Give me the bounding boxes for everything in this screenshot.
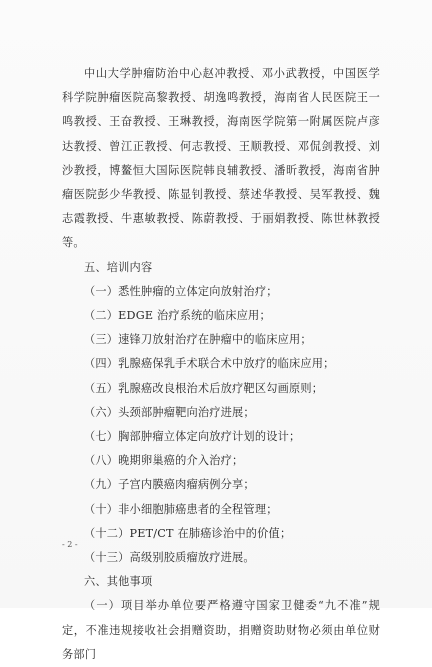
- experts-paragraph: 中山大学肿瘤防治中心赵冲教授、邓小武教授，中国医学科学院肿瘤医院高黎教授、胡逸鸣教授，海南省人民医院王一鸣教授、王奋教授、王琳教授，海南医学院第一附属医院卢彦达教授、曾江正教授、何志教授、王顺教授、邓侃剑教授、刘沙教授，博鳌恒大国际医院韩良辅教授、潘昕教授，海南省肿瘤医院彭少华教授、陈显钊教授、蔡述华教授、吴军教授、魏志霞教授、牛惠敏教授、陈蔚教授、于丽娟教授、陈世林教授等。: [62, 67, 380, 250]
- training-item: （九）子宫内膜癌肉瘤病例分享；: [84, 478, 255, 492]
- training-item: （十二）PET/CT 在肺癌诊治中的价值；: [84, 526, 292, 540]
- training-item: （六）头颈部肿瘤靶向治疗进展；: [84, 405, 255, 419]
- other-matters-paragraph: （一）项目举办单位要严格遵守国家卫健委“九不准”规定，不准违规接收社会捐赠资助，捐赠资助财物必须由单位财务部门: [62, 599, 380, 661]
- training-item: （七）胸部肿瘤立体定向放疗计划的设计；: [84, 430, 301, 444]
- training-item: （五）乳腺癌改良根治术后放疗靶区勾画原则；: [84, 381, 324, 395]
- document-body: [62, 62, 380, 667]
- training-item: （十三）高级别胶质瘤放疗进展。: [84, 551, 255, 565]
- training-item: （十）非小细胞肺癌患者的全程管理；: [84, 502, 278, 516]
- training-item: （三）速锋刀放射治疗在肿瘤中的临床应用；: [84, 333, 312, 347]
- section-heading-training: 五、培训内容: [84, 260, 153, 274]
- training-list: [62, 280, 380, 570]
- section-heading-other: 六、其他事项: [84, 575, 153, 589]
- page-number: - 2 -: [62, 540, 78, 549]
- training-item: （四）乳腺癌保乳手术联合术中放疗的临床应用；: [84, 357, 335, 371]
- training-item: （八）晚期卵巢癌的介入治疗；: [84, 454, 244, 468]
- training-item: （二）EDGE 治疗系统的临床应用；: [84, 309, 271, 323]
- training-item: （一）悉性肿瘤的立体定向放射治疗；: [84, 284, 278, 298]
